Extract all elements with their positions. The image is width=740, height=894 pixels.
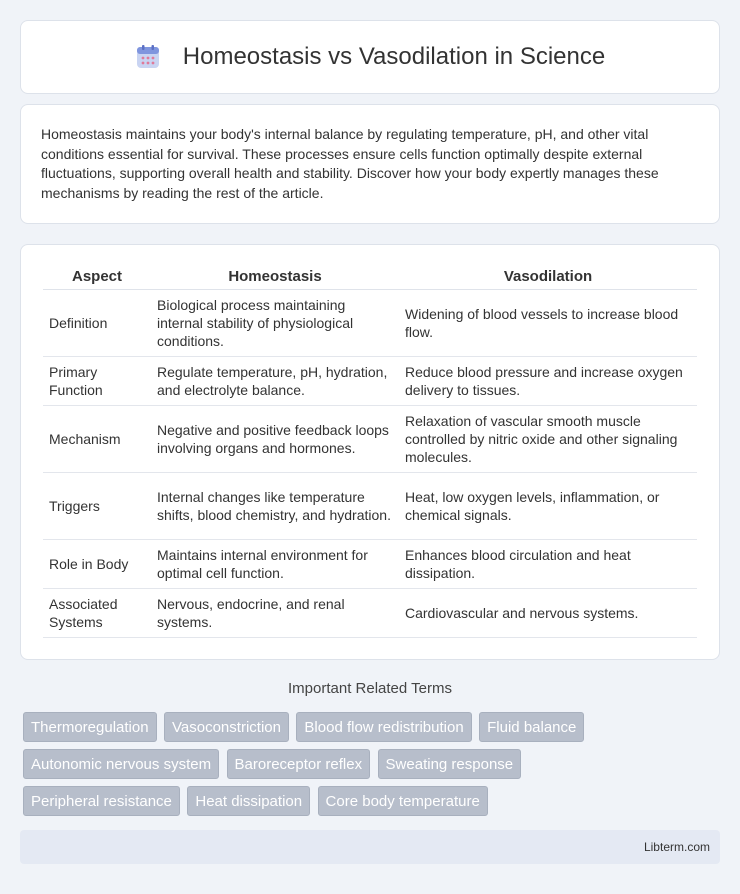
footer bbox=[20, 830, 720, 864]
column-header-homeostasis: Homeostasis bbox=[151, 265, 399, 290]
footer-link[interactable]: Libterm.com bbox=[643, 840, 710, 854]
related-terms-title: Important Related Terms bbox=[288, 680, 452, 697]
header-card bbox=[20, 20, 720, 94]
column-header-vasodilation: Vasodilation bbox=[399, 265, 697, 290]
page-title: Homeostasis vs Vasodilation in Science bbox=[182, 43, 606, 70]
related-term-tag[interactable]: Blood flow redistribution bbox=[296, 712, 471, 742]
table-cell: Definition bbox=[43, 290, 151, 357]
table-cell: Widening of blood vessels to increase blood flow. bbox=[399, 290, 697, 357]
table-cell: Regulate temperature, pH, hydration, and electrolyte balance. bbox=[151, 357, 399, 406]
table-row bbox=[43, 540, 697, 589]
table-cell: Cardiovascular and nervous systems. bbox=[399, 589, 697, 638]
table-cell: Maintains internal environment for optimal cell function. bbox=[151, 540, 399, 589]
table-row bbox=[43, 473, 697, 540]
related-term-tag[interactable]: Sweating response bbox=[378, 749, 522, 779]
table-row bbox=[43, 406, 697, 473]
related-term-tag[interactable]: Peripheral resistance bbox=[23, 786, 180, 816]
table-cell: Heat, low oxygen levels, inflammation, or chemical signals. bbox=[399, 473, 697, 540]
table-cell: Enhances blood circulation and heat dissipation. bbox=[399, 540, 697, 589]
intro-text: Homeostasis maintains your body's internal balance by regulating temperature, pH, and other vital conditions essential for survival. These processes ensure cells function optimally despite external fluctuations, supporting overall health and stability. Discover how your body expertly manages these mechanisms by reading the rest of the article. bbox=[41, 126, 659, 201]
related-term-tag[interactable]: Core body temperature bbox=[318, 786, 488, 816]
intro-card bbox=[20, 104, 720, 224]
table-row bbox=[43, 589, 697, 638]
table-row bbox=[43, 290, 697, 357]
table-cell: Associated Systems bbox=[43, 589, 151, 638]
comparison-table-card bbox=[20, 244, 720, 660]
related-term-tag[interactable]: Baroreceptor reflex bbox=[227, 749, 371, 779]
table-cell: Reduce blood pressure and increase oxygen delivery to tissues. bbox=[399, 357, 697, 406]
related-term-tag[interactable]: Vasoconstriction bbox=[164, 712, 289, 742]
column-header-aspect: Aspect bbox=[43, 265, 151, 290]
table-cell: Relaxation of vascular smooth muscle controlled by nitric oxide and other signaling molecules. bbox=[399, 406, 697, 473]
related-term-tag[interactable]: Heat dissipation bbox=[187, 786, 310, 816]
related-terms-list bbox=[23, 712, 723, 823]
table-cell: Triggers bbox=[43, 473, 151, 540]
related-term-tag[interactable]: Fluid balance bbox=[479, 712, 584, 742]
table-header-row bbox=[43, 265, 697, 290]
table-cell: Negative and positive feedback loops involving organs and hormones. bbox=[151, 406, 399, 473]
table-row bbox=[43, 357, 697, 406]
table-cell: Internal changes like temperature shifts, blood chemistry, and hydration. bbox=[151, 473, 399, 540]
table-cell: Biological process maintaining internal stability of physiological conditions. bbox=[151, 290, 399, 357]
table-cell: Role in Body bbox=[43, 540, 151, 589]
table-cell: Primary Function bbox=[43, 357, 151, 406]
table-cell: Mechanism bbox=[43, 406, 151, 473]
related-term-tag[interactable]: Autonomic nervous system bbox=[23, 749, 219, 779]
related-term-tag[interactable]: Thermoregulation bbox=[23, 712, 157, 742]
comparison-table bbox=[43, 265, 697, 638]
table-cell: Nervous, endocrine, and renal systems. bbox=[151, 589, 399, 638]
calendar-icon bbox=[135, 44, 161, 70]
